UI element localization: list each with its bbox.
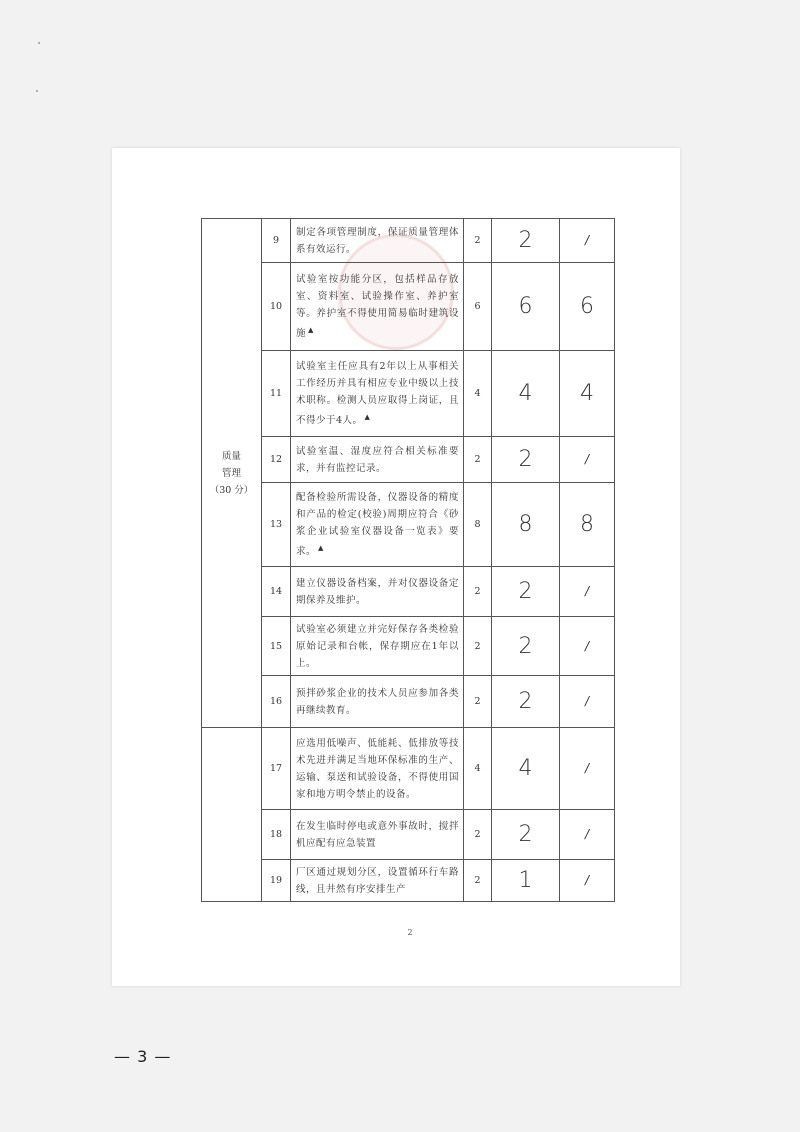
item-description-cell [291, 617, 464, 676]
item-description: 建立仪器设备档案，并对仪器设备定期保养及维护。 [296, 578, 459, 606]
handwritten-score-self: 4 [492, 351, 560, 437]
handwritten-score-review: / [560, 810, 615, 860]
max-points: 8 [464, 483, 492, 567]
item-description: 厂区通过规划分区，设置循环行车路线，且井然有序安排生产 [296, 867, 459, 895]
max-points: 2 [464, 219, 492, 263]
table-row [202, 219, 615, 263]
item-number: 12 [262, 437, 291, 483]
scoring-table-body [202, 219, 615, 902]
item-number: 18 [262, 810, 291, 860]
handwritten-score-self: 6 [492, 263, 560, 351]
handwritten-score-self: 2 [492, 617, 560, 676]
footer-page-number: — 3 — [114, 1047, 172, 1066]
table-row [202, 567, 615, 617]
handwritten-score-self: 4 [492, 728, 560, 810]
handwritten-score-review: 4 [560, 351, 615, 437]
inner-page-number: 2 [407, 928, 413, 937]
item-number: 11 [262, 351, 291, 437]
item-number: 17 [262, 728, 291, 810]
max-points: 6 [464, 263, 492, 351]
table-row [202, 351, 615, 437]
handwritten-score-self: 2 [492, 437, 560, 483]
item-description: 在发生临时停电或意外事故时，搅拌机应配有应急装置 [296, 821, 459, 849]
item-number: 9 [262, 219, 291, 263]
item-description-cell [291, 860, 464, 902]
category-cell-empty [202, 728, 262, 902]
item-description-cell [291, 437, 464, 483]
scan-speck [38, 42, 40, 44]
item-description: 配备检验所需设备，仪器设备的精度和产品的检定(校验)周期应符合《砂浆企业试验室仪器设备一览表》要求。 [296, 492, 459, 558]
max-points: 4 [464, 728, 492, 810]
item-number: 14 [262, 567, 291, 617]
max-points: 2 [464, 676, 492, 728]
table-row [202, 263, 615, 351]
handwritten-score-self: 2 [492, 219, 560, 263]
handwritten-score-review: / [560, 567, 615, 617]
table-row [202, 676, 615, 728]
item-description-cell [291, 728, 464, 810]
item-description-cell [291, 263, 464, 351]
item-description: 应选用低噪声、低能耗、低排放等技术先进并满足当地环保标准的生产、运输、泵送和试验设备，不得使用国家和地方明令禁止的设备。 [296, 738, 459, 800]
max-points: 4 [464, 351, 492, 437]
item-description: 试验室主任应具有2年以上从事相关工作经历并具有相应专业中级以上技术职称。检测人员应取得上岗证，且不得少于4人。 [296, 361, 459, 427]
item-description: 试验室温、湿度应符合相关标准要求，并有监控记录。 [296, 446, 459, 474]
item-description-cell [291, 219, 464, 263]
table-row [202, 728, 615, 810]
item-number: 10 [262, 263, 291, 351]
handwritten-score-self: 1 [492, 860, 560, 902]
handwritten-score-self: 8 [492, 483, 560, 567]
handwritten-score-review: / [560, 860, 615, 902]
handwritten-score-review: / [560, 437, 615, 483]
handwritten-score-review: / [560, 728, 615, 810]
table-row [202, 860, 615, 902]
category-line: 质量 [221, 450, 241, 462]
scan-speck [36, 90, 38, 92]
handwritten-score-review: / [560, 676, 615, 728]
item-description: 制定各项管理制度，保证质量管理体系有效运行。 [296, 227, 459, 255]
item-description-cell [291, 351, 464, 437]
key-item-triangle-icon: ▲ [308, 326, 314, 335]
handwritten-score-self: 2 [492, 810, 560, 860]
handwritten-score-self: 2 [492, 676, 560, 728]
scoring-table [201, 218, 615, 902]
item-description: 试验室必须建立并完好保存各类检验原始记录和台帐，保存期应在1年以上。 [296, 624, 459, 669]
item-description-cell [291, 676, 464, 728]
item-description-cell [291, 483, 464, 567]
item-description-cell [291, 567, 464, 617]
max-points: 2 [464, 860, 492, 902]
key-item-triangle-icon: ▲ [318, 544, 324, 553]
table-row [202, 437, 615, 483]
table-row [202, 617, 615, 676]
item-number: 15 [262, 617, 291, 676]
item-number: 19 [262, 860, 291, 902]
table-row [202, 810, 615, 860]
table-row [202, 483, 615, 567]
item-description: 试验室按功能分区，包括样品存放室、资料室、试验操作室、养护室等。养护室不得使用简易临时建筑设施 [296, 274, 459, 340]
category-line: （30 分） [209, 484, 254, 496]
max-points: 2 [464, 810, 492, 860]
category-cell [202, 219, 262, 728]
item-number: 16 [262, 676, 291, 728]
max-points: 2 [464, 437, 492, 483]
item-number: 13 [262, 483, 291, 567]
category-line: 管理 [221, 467, 241, 479]
key-item-triangle-icon: ▲ [364, 413, 371, 422]
handwritten-score-review: / [560, 219, 615, 263]
handwritten-score-review: 8 [560, 483, 615, 567]
max-points: 2 [464, 617, 492, 676]
item-description-cell [291, 810, 464, 860]
max-points: 2 [464, 567, 492, 617]
handwritten-score-self: 2 [492, 567, 560, 617]
handwritten-score-review: 6 [560, 263, 615, 351]
handwritten-score-review: / [560, 617, 615, 676]
item-description: 预拌砂浆企业的技术人员应参加各类再继续教育。 [296, 688, 459, 716]
